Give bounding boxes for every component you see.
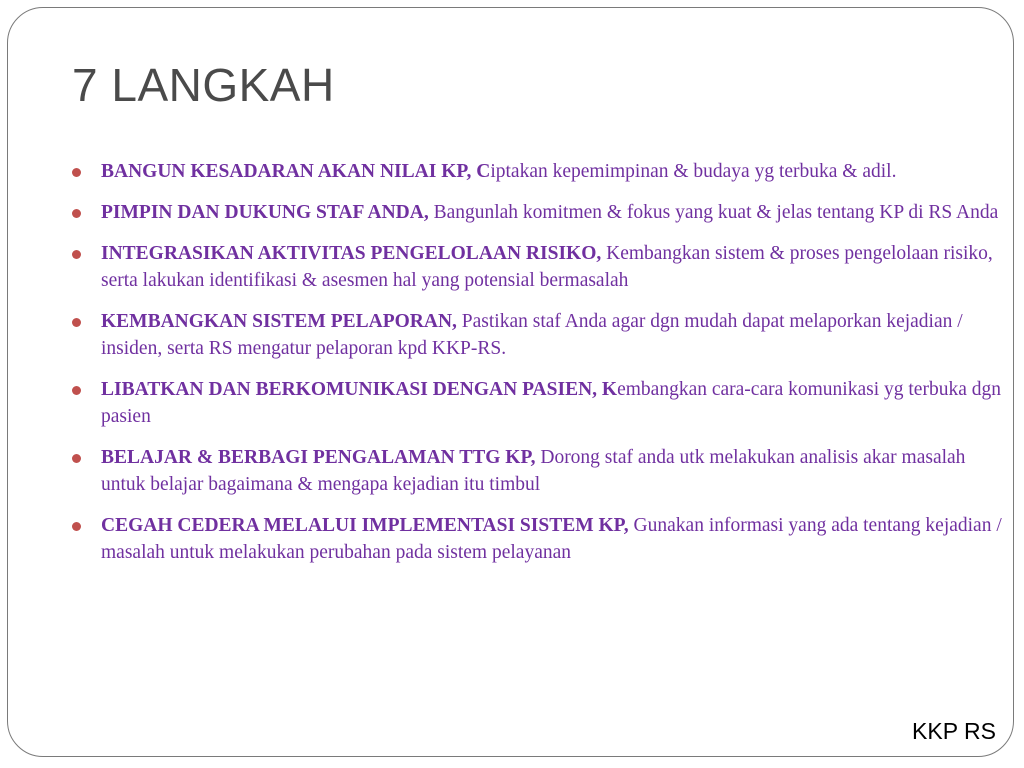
list-item: [72, 199, 1002, 226]
item-text: embangkan cara-cara komunikasi yg terbuka dgn pasien: [101, 379, 1001, 427]
item-heading: BANGUN KESADARAN AKAN NILAI KP, C: [101, 161, 491, 182]
item-text: Pastikan staf Anda agar dgn mudah dapat melaporkan kejadian / insiden, serta RS mengatur pelaporan kpd KKP-RS.: [101, 311, 963, 359]
item-heading: PIMPIN DAN DUKUNG STAF ANDA,: [101, 202, 434, 223]
item-text: Kembangkan sistem & proses pengelolaan risiko, serta lakukan identifikasi & asesmen hal yang potensial bermasalah: [101, 243, 993, 291]
bullet-dot-icon: [72, 386, 81, 395]
item-heading: LIBATKAN DAN BERKOMUNIKASI DENGAN PASIEN, K: [101, 379, 618, 400]
bullet-list: [72, 158, 1002, 580]
bullet-dot-icon: [72, 168, 81, 177]
bullet-dot-icon: [72, 250, 81, 259]
item-text: Dorong staf anda utk melakukan analisis akar masalah untuk belajar bagaimana & mengapa kejadian itu timbul: [101, 447, 966, 495]
slide-footer: KKP RS: [912, 718, 996, 744]
bullet-dot-icon: [72, 522, 81, 531]
list-item: [72, 308, 1002, 362]
list-item: [72, 158, 1002, 185]
list-item: [72, 376, 1002, 430]
list-item: [72, 512, 1002, 566]
bullet-dot-icon: [72, 318, 81, 327]
bullet-dot-icon: [72, 209, 81, 218]
item-heading: CEGAH CEDERA MELALUI IMPLEMENTASI SISTEM KP,: [101, 515, 634, 536]
item-heading: KEMBANGKAN SISTEM PELAPORAN,: [101, 311, 462, 332]
item-text: Gunakan informasi yang ada tentang kejadian / masalah untuk melakukan perubahan pada sistem pelayanan: [101, 515, 1002, 563]
item-heading: BELAJAR & BERBAGI PENGALAMAN TTG KP,: [101, 447, 541, 468]
item-text: iptakan kepemimpinan & budaya yg terbuka & adil.: [490, 161, 897, 182]
bullet-dot-icon: [72, 454, 81, 463]
item-text: Bangunlah komitmen & fokus yang kuat & jelas tentang KP di RS Anda: [433, 202, 999, 223]
item-heading: INTEGRASIKAN AKTIVITAS PENGELOLAAN RISIKO,: [101, 243, 607, 264]
slide-title: 7 LANGKAH: [72, 59, 335, 111]
slide-frame: [7, 7, 1014, 757]
list-item: [72, 240, 1002, 294]
list-item: [72, 444, 1002, 498]
